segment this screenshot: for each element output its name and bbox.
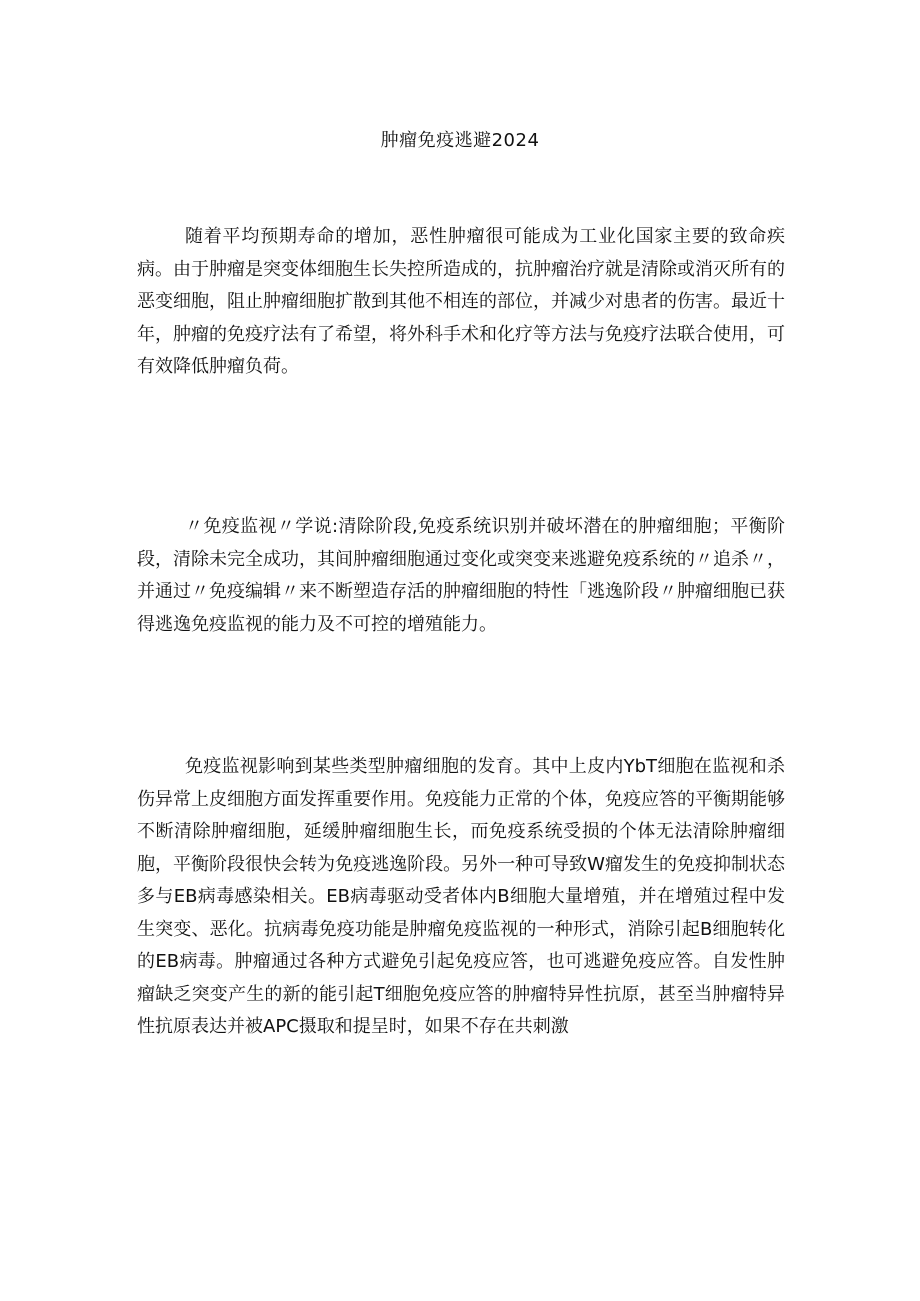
paragraph-immune-surveillance-effects: 免疫监视影响到某些类型肿瘤细胞的发育。其中上皮内YbT细胞在监视和杀伤异常上皮细胞方面发挥重要作用。免疫能力正常的个体，免疫应答的平衡期能够不断清除肿瘤细胞，延缓肿瘤细胞生长，而免疫系统受损的个体无法清除肿瘤细胞，平衡阶段很快会转为免疫逃逸阶段。另外一种可导致W瘤发生的免疫抑制状态多与EB病毒感染相关。EB病毒驱动受者体内B细胞大量增殖，并在增殖过程中发生突变、恶化。抗病毒免疫功能是肿瘤免疫监视的一种形式，消除引起B细胞转化的EB病毒。肿瘤通过各种方式避免引起免疫应答，也可逃避免疫应答。自发性肿瘤缺乏突变产生的新的能引起T细胞免疫应答的肿瘤特异性抗原，甚至当肿瘤特异性抗原表达并被APC摄取和提呈时，如果不存在共刺激 xyxy=(137,756,785,1037)
document-title: 肿瘤免疫逃避2024 xyxy=(380,130,540,151)
paragraph-intro: 随着平均预期寿命的增加，恶性肿瘤很可能成为工业化国家主要的致命疾病。由于肿瘤是突变体细胞生长失控所造成的，抗肿瘤治疗就是清除或消灭所有的恶变细胞，阻止肿瘤细胞扩散到其他不相连的部位，并减少对患者的伤害。最近十年，肿瘤的免疫疗法有了希望，将外科手术和化疗等方法与免疫疗法联合使用，可有效降低肿瘤负荷。 xyxy=(137,226,785,377)
paragraph-immune-surveillance-theory: 〃免疫监视〃学说:清除阶段,免疫系统识别并破坏潜在的肿瘤细胞；平衡阶段，清除未完全成功，其间肿瘤细胞通过变化或突变来逃避免疫系统的〃追杀〃，并通过〃免疫编辑〃来不断塑造存活的肿瘤细胞的特性「逃逸阶段〃肿瘤细胞已获得逃逸免疫监视的能力及不可控的增殖能力。 xyxy=(137,516,785,635)
